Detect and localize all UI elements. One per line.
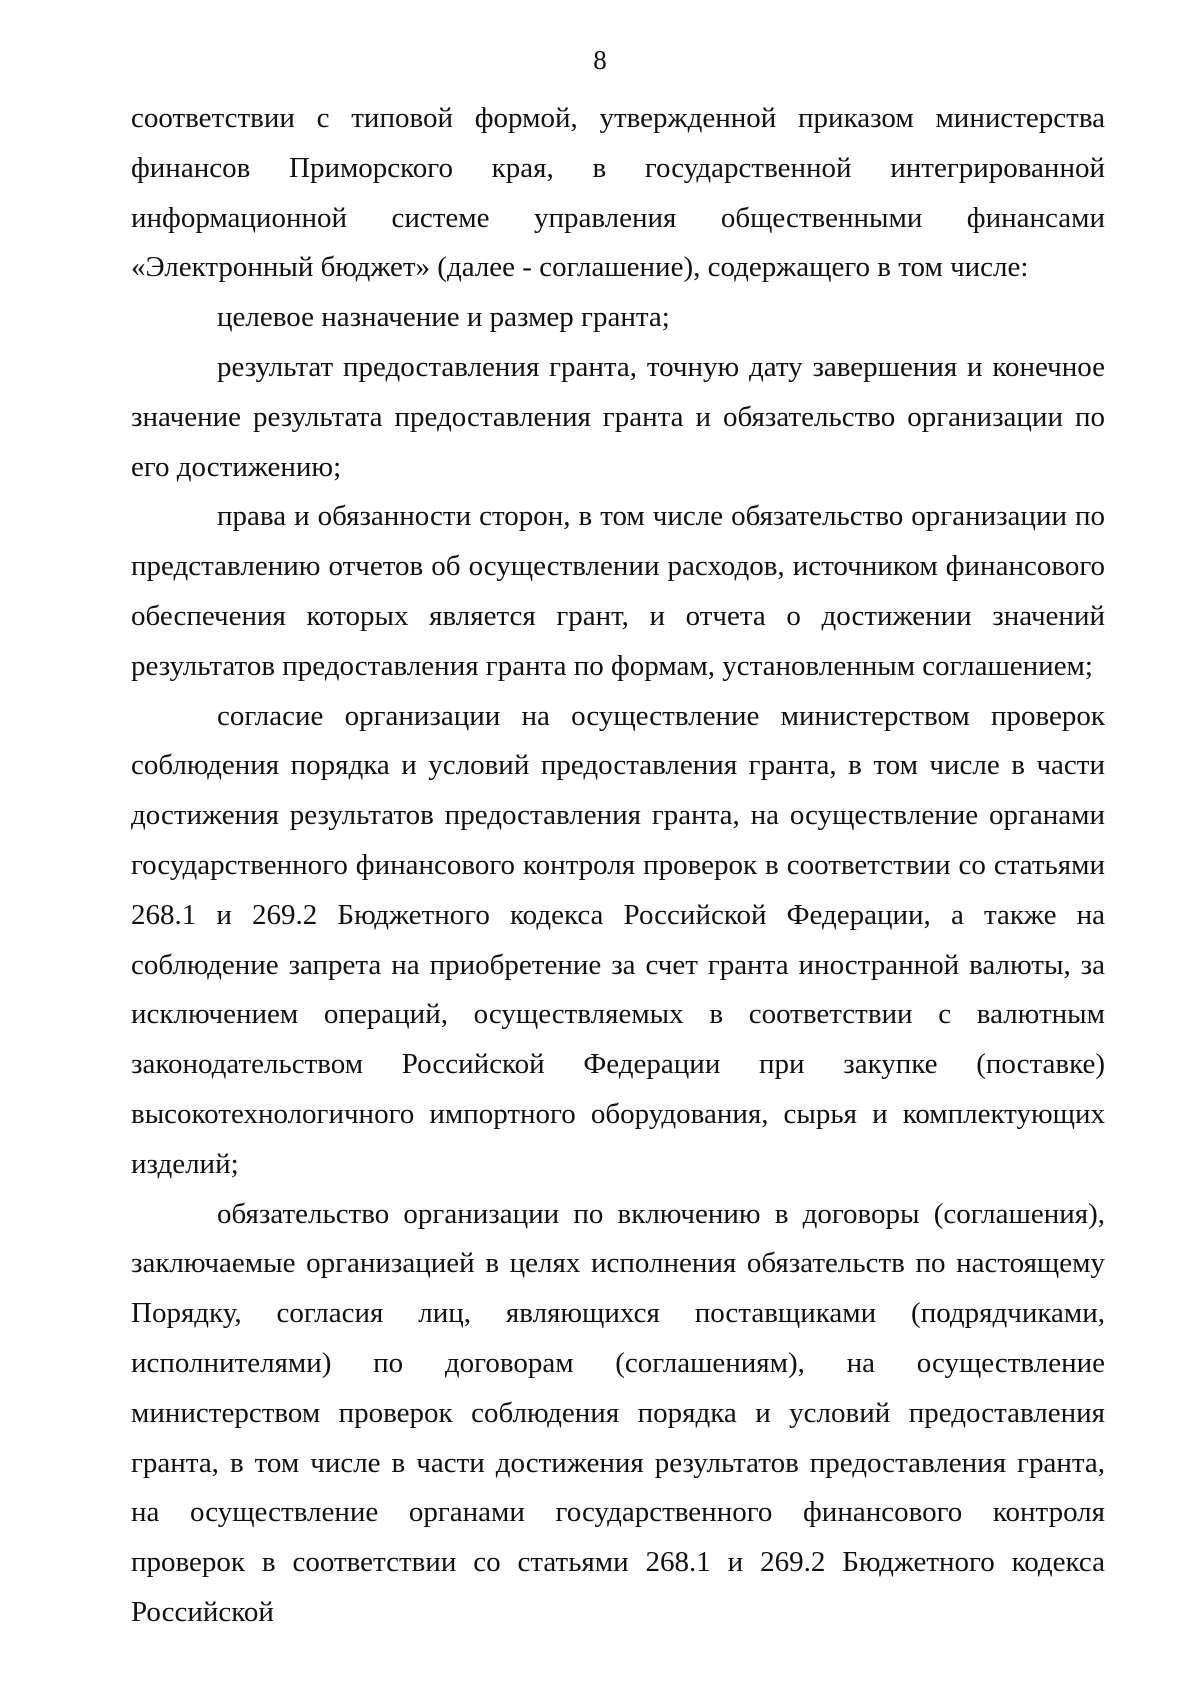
paragraph-consent-to-audits: согласие организации на осуществление министерством проверок соблюдения порядка и условий предоставления гранта, в том числе в части достижения результатов предоставления гранта, на осуществление органами государственного финансового контроля проверок в соответствии со статьями 268.1 и 269.2 Бюджетного кодекса Российской Федерации, а также на соблюдение запрета на приобретение за счет гранта иностранной валюты, за исключением операций, осуществляемых в соответствии с валютным законодательством Российской Федерации при закупке (поставке) высокотехнологичного импортного оборудования, сырья и комплектующих изделий; (131, 699, 1105, 1180)
paragraph-contractor-consent: обязательство организации по включению в договоры (соглашения), заключаемые организацией в целях исполнения обязательств по настоящему Порядку, согласия лиц, являющихся поставщиками (подрядчиками, исполнителями) по договорам (соглашениям), на осуществление министерством проверок соблюдения порядка и условий предоставления гранта, в том числе в части достижения результатов предоставления гранта, на осуществление органами государственного финансового контроля проверок в соответствии со статьями 268.1 и 269.2 Бюджетного кодекса Российской (131, 1197, 1105, 1628)
paragraph-continuation: соответствии с типовой формой, утвержденной приказом министерства финансов Приморского края, в государственной интегрированной информационной системе управления общественными финансами «Электронный бюджет» (далее - соглашение), содержащего в том числе: (131, 102, 1105, 284)
page-number: 8 (593, 45, 607, 75)
paragraph-grant-result: результат предоставления гранта, точную дату завершения и конечное значение результата предоставления гранта и обязательство организации по его достижению; (131, 350, 1105, 483)
document-body (131, 94, 1105, 1638)
paragraph-rights-obligations: права и обязанности сторон, в том числе обязательство организации по представлению отчетов об осуществлении расходов, источником финансового обеспечения которых является грант, и отчета о достижении значений результатов предоставления гранта по формам, установленным соглашением; (131, 500, 1105, 682)
paragraph-grant-purpose: целевое назначение и размер гранта; (217, 301, 670, 334)
